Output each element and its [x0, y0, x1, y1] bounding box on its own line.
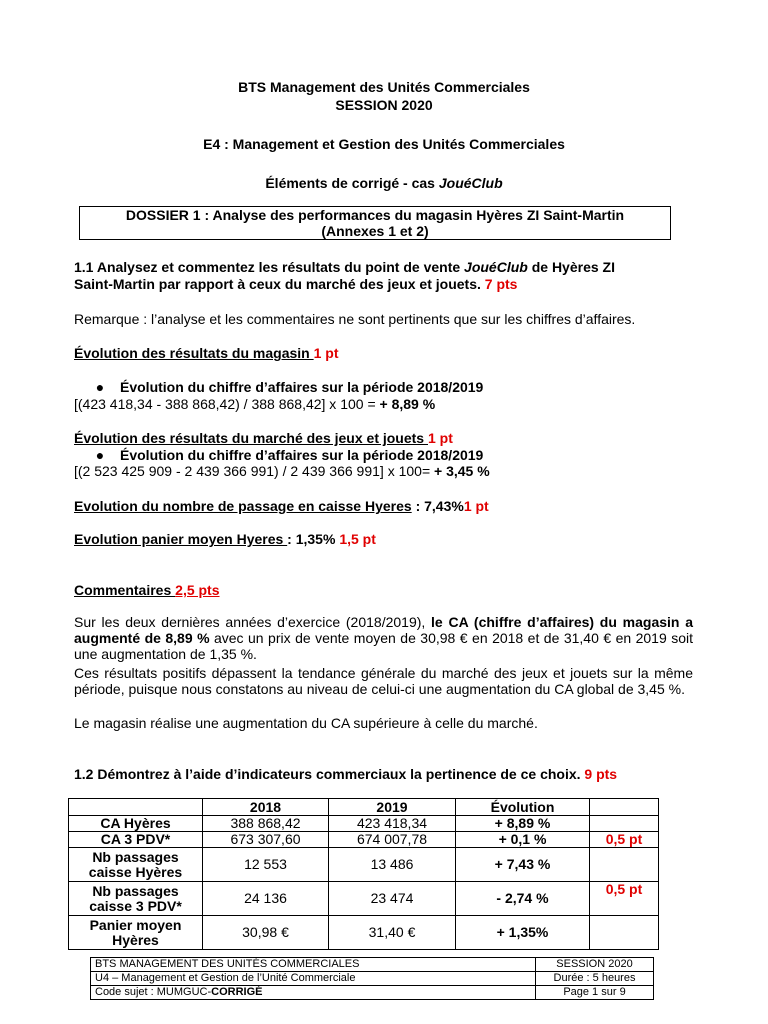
footer-code-corrige: CORRIGÉ: [211, 986, 263, 998]
evo-mag-heading-text: Évolution des résultats du magasin: [74, 345, 314, 361]
comments-paragraph-3: Le magasin réalise une augmentation du CA supérieure à celle du marché.: [74, 715, 538, 731]
subtitle-prefix: Éléments de corrigé - cas: [265, 175, 439, 191]
cell-2018: 24 136: [203, 882, 329, 916]
comments-paragraph: [74, 614, 693, 662]
evo-mag-bullet-text: Évolution du chiffre d’affaires sur la période 2018/2019: [120, 379, 484, 395]
cell-2019: 423 418,34: [329, 816, 456, 832]
q12-points: 9 pts: [584, 766, 618, 782]
footer-duration: Durée : 5 heures: [536, 972, 654, 986]
evo-market-bullet: [80, 447, 483, 464]
footer-code-prefix: Code sujet : MUMGUC-: [95, 986, 212, 998]
table-header-cell: 2018: [203, 799, 329, 816]
cell-evolution: + 1,35%: [456, 916, 590, 950]
cell-2018: 12 553: [203, 848, 329, 882]
cell-2018: 30,98 €: [203, 916, 329, 950]
bullet-icon: ●: [95, 447, 105, 463]
q11-line1: [74, 259, 615, 276]
cell-2019: 13 486: [329, 848, 456, 882]
footer-session: SESSION 2020: [536, 958, 654, 972]
table-row: [69, 848, 659, 882]
cell-points: 0,5 pt: [590, 882, 659, 916]
cell-evolution: + 8,89 %: [456, 816, 590, 832]
evo-market-points: 1 pt: [428, 430, 453, 446]
table-row: [69, 832, 659, 848]
table-header-cell: 2019: [329, 799, 456, 816]
cell-evolution: - 2,74 %: [456, 882, 590, 916]
footer-code: [91, 986, 536, 1000]
panier-line: [74, 531, 376, 548]
remark: Remarque : l’analyse et les commentaires ne sont pertinents que sur les chiffres d’affaires.: [74, 311, 636, 327]
cell-evolution: + 0,1 %: [456, 832, 590, 848]
evo-market-result: + 3,45 %: [434, 463, 490, 479]
cell-2019: 23 474: [329, 882, 456, 916]
q12-line: [74, 766, 617, 783]
cell-points: 0,5 pt: [590, 832, 659, 848]
q11-line2: [74, 276, 517, 293]
footer-page-number: Page 1 sur 9: [536, 986, 654, 1000]
comments-p1-c: avec un prix de vente moyen de 30,98 € en 2018 et de 31,40 € en 2019 soit une augmentation de 1,35 %.: [74, 630, 693, 662]
cell-2018: 673 307,60: [203, 832, 329, 848]
evo-mag-points: 1 pt: [313, 345, 339, 361]
table-row: [69, 816, 659, 832]
table-header-row: [69, 799, 659, 816]
table-row: [69, 882, 659, 916]
row-label: CA Hyères: [69, 816, 203, 832]
header-session: SESSION 2020: [335, 97, 433, 113]
q12-text: 1.2 Démontrez à l’aide d’indicateurs commerciaux la pertinence de ce choix.: [74, 766, 585, 782]
evo-market-formula-text: [(2 523 425 909 - 2 439 366 991) / 2 439 366 991] x 100=: [74, 463, 435, 479]
footer-program: BTS MANAGEMENT DES UNITÉS COMMERCIALES: [91, 958, 536, 972]
page-footer: [90, 957, 654, 1000]
evo-market-heading: [74, 430, 453, 447]
cell-2019: 31,40 €: [329, 916, 456, 950]
comments-points: 2,5 pts: [175, 582, 220, 598]
dossier-box: [79, 206, 671, 240]
evo-mag-result: + 8,89 %: [379, 396, 436, 412]
comments-p1-bold: le CA (chiffre d’affaires) du magasin a augmenté de 8,89 %: [74, 614, 694, 646]
indicators-table: [68, 798, 659, 950]
table-header-cell: Évolution: [456, 799, 590, 816]
evo-mag-heading: [74, 345, 339, 362]
cell-points: [590, 848, 659, 882]
cell-2019: 674 007,78: [329, 832, 456, 848]
table-row: [69, 916, 659, 950]
table-header-cell: [590, 799, 659, 816]
subtitle: [0, 175, 768, 192]
dossier-title: DOSSIER 1 : Analyse des performances du magasin Hyères ZI Saint-Martin: [125, 207, 625, 223]
bullet-icon: ●: [95, 379, 105, 395]
evo-mag-formula: [74, 396, 435, 413]
comments-heading: [74, 582, 220, 599]
exam-title: E4 : Management et Gestion des Unités Commerciales: [203, 136, 565, 152]
passage-value: : 7,43%: [411, 498, 464, 514]
row-label: Panier moyen Hyères: [69, 916, 203, 950]
footer-unit: U4 – Management et Gestion de l’Unité Commerciale: [91, 972, 536, 986]
passage-points: 1 pt: [463, 498, 489, 514]
evo-mag-bullet: [80, 379, 483, 396]
row-label: CA 3 PDV*: [69, 832, 203, 848]
table-header-cell: [69, 799, 203, 816]
comments-paragraph-2: Ces résultats positifs dépassent la tendance générale du marché des jeux et jouets sur la même période, puisque nous constatons au niveau de celui-ci une augmentation du CA global de 3,45 %.: [74, 665, 693, 697]
header-line1: BTS Management des Unités Commerciales: [238, 79, 530, 95]
subtitle-brand: JouéClub: [438, 175, 503, 191]
evo-market-formula: [74, 463, 490, 480]
panier-label: Evolution panier moyen Hyeres: [74, 531, 288, 547]
cell-2018: 388 868,42: [203, 816, 329, 832]
dossier-annexes: (Annexes 1 et 2): [321, 223, 429, 239]
cell-points: [590, 916, 659, 950]
cell-points: [590, 816, 659, 832]
q11-line2-text: Saint-Martin par rapport à ceux du marché des jeux et jouets.: [74, 276, 485, 292]
passage-label: Evolution du nombre de passage en caisse Hyeres: [74, 498, 412, 514]
comments-p1-a: Sur les deux dernières années d’exercice (2018/2019),: [74, 614, 432, 630]
comments-heading-text: Commentaires: [74, 582, 176, 598]
q11-brand: JouéClub: [464, 259, 528, 275]
row-label: Nb passages caisse 3 PDV*: [69, 882, 203, 916]
panier-points: 1,5 pt: [339, 531, 376, 547]
cell-evolution: + 7,43 %: [456, 848, 590, 882]
q11-points: 7 pts: [484, 276, 518, 292]
evo-mag-formula-text: [(423 418,34 - 388 868,42) / 388 868,42] x 100 =: [74, 396, 380, 412]
evo-market-bullet-text: Évolution du chiffre d’affaires sur la période 2018/2019: [120, 447, 484, 463]
q11-text-a: 1.1 Analysez et commentez les résultats du point de vente: [74, 259, 465, 275]
panier-value: : 1,35%: [287, 531, 340, 547]
q11-text-b: de Hyères ZI: [527, 259, 615, 275]
row-label: Nb passages caisse Hyères: [69, 848, 203, 882]
evo-market-heading-text: Évolution des résultats du marché des jeux et jouets: [74, 430, 428, 446]
passage-line: [74, 498, 489, 515]
